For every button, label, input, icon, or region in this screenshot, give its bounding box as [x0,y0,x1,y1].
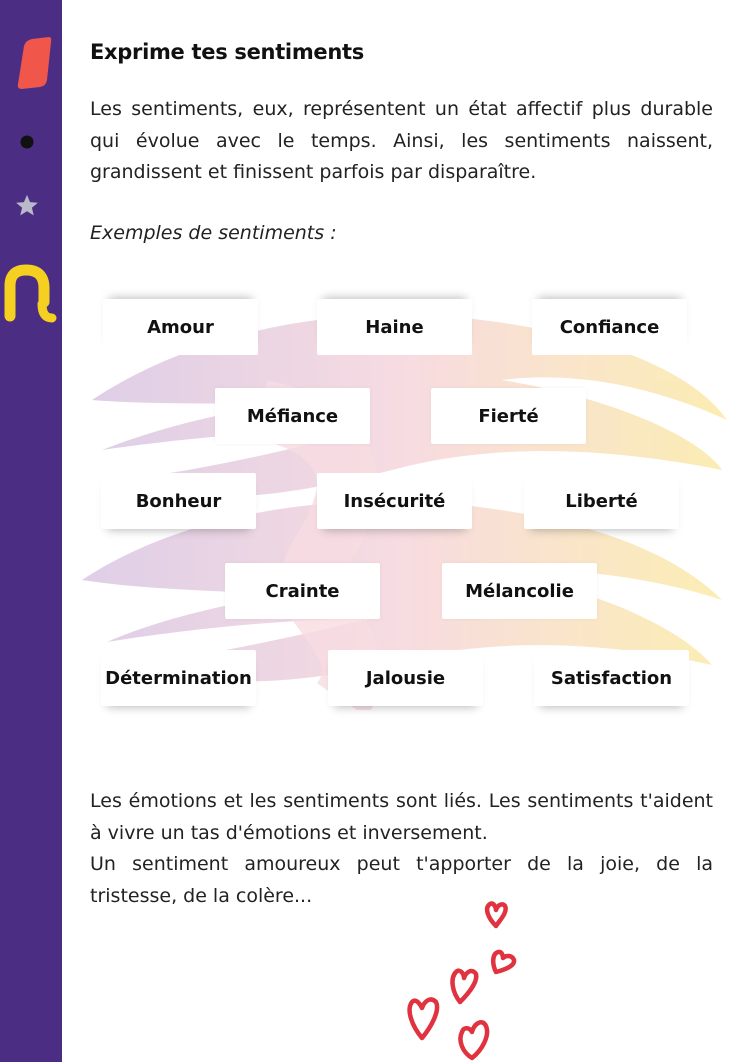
tag-bonheur: Bonheur [101,473,256,529]
tag-insecurite: Insécurité [317,473,472,529]
closing-text-1: Les émotions et les sentiments sont liés. Les sentiments t'aident à vivre un tas d'émotions et inversement. [90,790,713,844]
star-icon [13,192,41,220]
intro-text: Les sentiments, eux, représentent un état affectif plus durable qui évolue avec le temps. Ainsi, les sentiments naissent, grandissent et finissent parfois par disparaître. [90,98,713,183]
red-parallelogram-icon [16,36,54,90]
tag-determination: Détermination [101,650,256,706]
page-title: Exprime tes sentiments [90,40,364,64]
hearts-icon [400,898,530,1062]
tag-haine: Haine [317,299,472,355]
tag-crainte: Crainte [225,563,380,619]
examples-label: Exemples de sentiments : [90,222,337,244]
intro-paragraph [90,94,713,189]
squiggle-icon [2,258,60,328]
tag-amour: Amour [103,299,258,355]
closing-paragraph [90,786,713,912]
tag-jalousie: Jalousie [328,650,483,706]
dot-icon [19,134,35,150]
tag-melancolie: Mélancolie [442,563,597,619]
tag-fierte: Fierté [431,388,586,444]
tag-confiance: Confiance [532,299,687,355]
tag-mefiance: Méfiance [215,388,370,444]
closing-text-2: Un sentiment amoureux peut t'apporter de la joie, de la tristesse, de la colère... [90,853,713,907]
sidebar [0,0,62,1062]
tag-liberte: Liberté [524,473,679,529]
tag-satisfaction: Satisfaction [534,650,689,706]
